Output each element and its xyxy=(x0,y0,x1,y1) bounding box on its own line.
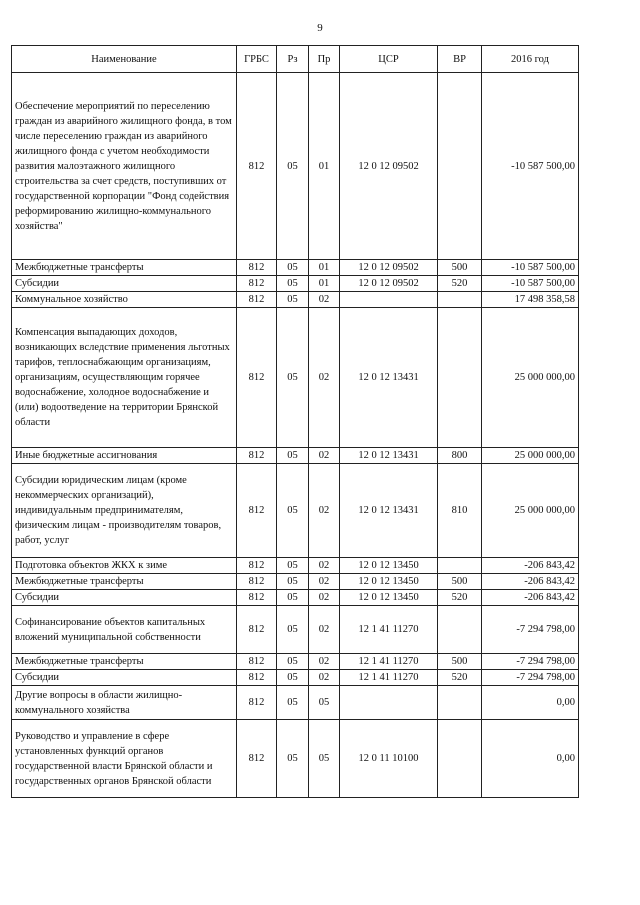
row-name: Иные бюджетные ассигнования xyxy=(12,448,237,464)
row-pr: 02 xyxy=(309,654,340,670)
row-csr: 12 0 12 13431 xyxy=(340,464,438,558)
table-row xyxy=(12,73,579,260)
table-row xyxy=(12,654,579,670)
row-amount: 25 000 000,00 xyxy=(482,448,579,464)
row-rz: 05 xyxy=(277,686,309,720)
table-row xyxy=(12,558,579,574)
row-rz: 05 xyxy=(277,720,309,798)
row-name: Межбюджетные трансферты xyxy=(12,574,237,590)
col-header-pr: Пр xyxy=(309,46,340,73)
row-grbs: 812 xyxy=(237,558,277,574)
table-row xyxy=(12,670,579,686)
row-name: Коммунальное хозяйство xyxy=(12,292,237,308)
row-csr: 12 0 12 09502 xyxy=(340,260,438,276)
row-pr: 01 xyxy=(309,73,340,260)
row-pr: 02 xyxy=(309,558,340,574)
row-vr xyxy=(438,73,482,260)
col-header-year: 2016 год xyxy=(482,46,579,73)
row-amount: -7 294 798,00 xyxy=(482,606,579,654)
row-pr: 02 xyxy=(309,292,340,308)
row-name: Межбюджетные трансферты xyxy=(12,260,237,276)
row-csr: 12 0 12 09502 xyxy=(340,73,438,260)
row-rz: 05 xyxy=(277,464,309,558)
table-row xyxy=(12,720,579,798)
row-rz: 05 xyxy=(277,574,309,590)
row-csr: 12 0 12 13450 xyxy=(340,558,438,574)
row-pr: 02 xyxy=(309,464,340,558)
row-vr: 520 xyxy=(438,276,482,292)
row-vr xyxy=(438,720,482,798)
row-vr xyxy=(438,606,482,654)
table-row xyxy=(12,276,579,292)
row-vr: 500 xyxy=(438,260,482,276)
row-csr: 12 0 12 13431 xyxy=(340,308,438,448)
row-name: Софинансирование объектов капитальных вложений муниципальной собственности xyxy=(12,606,237,654)
row-rz: 05 xyxy=(277,606,309,654)
row-rz: 05 xyxy=(277,558,309,574)
col-header-name: Наименование xyxy=(12,46,237,73)
row-grbs: 812 xyxy=(237,606,277,654)
table-row xyxy=(12,464,579,558)
row-amount: -206 843,42 xyxy=(482,558,579,574)
row-vr: 800 xyxy=(438,448,482,464)
row-name: Руководство и управление в сфере установленных функций органов государственной власти Брянской области и государственных органов Брянской области xyxy=(12,720,237,798)
row-pr: 05 xyxy=(309,686,340,720)
row-amount: -10 587 500,00 xyxy=(482,276,579,292)
row-rz: 05 xyxy=(277,260,309,276)
row-rz: 05 xyxy=(277,670,309,686)
col-header-grbs: ГРБС xyxy=(237,46,277,73)
row-grbs: 812 xyxy=(237,654,277,670)
row-name: Обеспечение мероприятий по переселению граждан из аварийного жилищного фонда, в том числе переселению граждан из аварийного жилищного фонда с учетом необходимости развития малоэтажного жилищного строительства за счет средств, поступивших от государственной корпорации "Фонд содействия реформированию жилищно-коммунального хозяйства" xyxy=(12,73,237,260)
row-amount: 25 000 000,00 xyxy=(482,464,579,558)
row-rz: 05 xyxy=(277,73,309,260)
row-vr xyxy=(438,686,482,720)
row-grbs: 812 xyxy=(237,292,277,308)
row-name: Субсидии юридическим лицам (кроме некоммерческих организаций), индивидуальным предпринимателям, физическим лицам - производителям товаров, работ, услуг xyxy=(12,464,237,558)
row-vr xyxy=(438,292,482,308)
row-csr xyxy=(340,686,438,720)
row-name: Субсидии xyxy=(12,670,237,686)
row-grbs: 812 xyxy=(237,73,277,260)
row-rz: 05 xyxy=(277,448,309,464)
row-amount: 0,00 xyxy=(482,720,579,798)
row-vr xyxy=(438,308,482,448)
row-rz: 05 xyxy=(277,590,309,606)
row-pr: 01 xyxy=(309,260,340,276)
row-vr: 500 xyxy=(438,574,482,590)
header-row xyxy=(12,46,579,73)
row-csr: 12 1 41 11270 xyxy=(340,654,438,670)
budget-table xyxy=(11,45,579,798)
row-pr: 02 xyxy=(309,448,340,464)
row-rz: 05 xyxy=(277,308,309,448)
row-amount: 25 000 000,00 xyxy=(482,308,579,448)
row-pr: 02 xyxy=(309,670,340,686)
row-amount: 0,00 xyxy=(482,686,579,720)
row-grbs: 812 xyxy=(237,448,277,464)
row-amount: -206 843,42 xyxy=(482,590,579,606)
row-name: Субсидии xyxy=(12,590,237,606)
row-name: Субсидии xyxy=(12,276,237,292)
row-amount: -7 294 798,00 xyxy=(482,670,579,686)
row-rz: 05 xyxy=(277,654,309,670)
row-amount: -10 587 500,00 xyxy=(482,73,579,260)
row-grbs: 812 xyxy=(237,574,277,590)
table-row xyxy=(12,574,579,590)
col-header-csr: ЦСР xyxy=(340,46,438,73)
row-rz: 05 xyxy=(277,276,309,292)
col-header-rz: Рз xyxy=(277,46,309,73)
row-pr: 05 xyxy=(309,720,340,798)
row-amount: 17 498 358,58 xyxy=(482,292,579,308)
row-grbs: 812 xyxy=(237,308,277,448)
row-vr: 520 xyxy=(438,590,482,606)
row-rz: 05 xyxy=(277,292,309,308)
row-grbs: 812 xyxy=(237,260,277,276)
row-grbs: 812 xyxy=(237,464,277,558)
row-vr xyxy=(438,558,482,574)
row-vr: 500 xyxy=(438,654,482,670)
row-pr: 02 xyxy=(309,590,340,606)
table-row xyxy=(12,590,579,606)
row-grbs: 812 xyxy=(237,590,277,606)
row-csr: 12 0 12 09502 xyxy=(340,276,438,292)
row-csr: 12 0 11 10100 xyxy=(340,720,438,798)
row-pr: 01 xyxy=(309,276,340,292)
row-name: Подготовка объектов ЖКХ к зиме xyxy=(12,558,237,574)
table-row xyxy=(12,686,579,720)
row-csr: 12 0 12 13431 xyxy=(340,448,438,464)
table-row xyxy=(12,292,579,308)
row-name: Компенсация выпадающих доходов, возникающих вследствие применения льготных тарифов, теплоснабжающим организациям, организациям, осуществляющим горячее водоснабжение, холодное водоснабжение и (или) водоотведение на территории Брянской области xyxy=(12,308,237,448)
row-grbs: 812 xyxy=(237,276,277,292)
row-grbs: 812 xyxy=(237,686,277,720)
table-row xyxy=(12,260,579,276)
row-csr: 12 1 41 11270 xyxy=(340,670,438,686)
table-row xyxy=(12,606,579,654)
row-csr xyxy=(340,292,438,308)
row-pr: 02 xyxy=(309,308,340,448)
row-name: Другие вопросы в области жилищно-коммунального хозяйства xyxy=(12,686,237,720)
row-pr: 02 xyxy=(309,574,340,590)
row-vr: 810 xyxy=(438,464,482,558)
row-csr: 12 1 41 11270 xyxy=(340,606,438,654)
row-csr: 12 0 12 13450 xyxy=(340,590,438,606)
row-vr: 520 xyxy=(438,670,482,686)
table-row xyxy=(12,448,579,464)
row-amount: -206 843,42 xyxy=(482,574,579,590)
col-header-vr: ВР xyxy=(438,46,482,73)
page-number: 9 xyxy=(317,22,323,34)
row-amount: -10 587 500,00 xyxy=(482,260,579,276)
row-name: Межбюджетные трансферты xyxy=(12,654,237,670)
row-pr: 02 xyxy=(309,606,340,654)
row-grbs: 812 xyxy=(237,670,277,686)
row-grbs: 812 xyxy=(237,720,277,798)
table-row xyxy=(12,308,579,448)
row-csr: 12 0 12 13450 xyxy=(340,574,438,590)
row-amount: -7 294 798,00 xyxy=(482,654,579,670)
